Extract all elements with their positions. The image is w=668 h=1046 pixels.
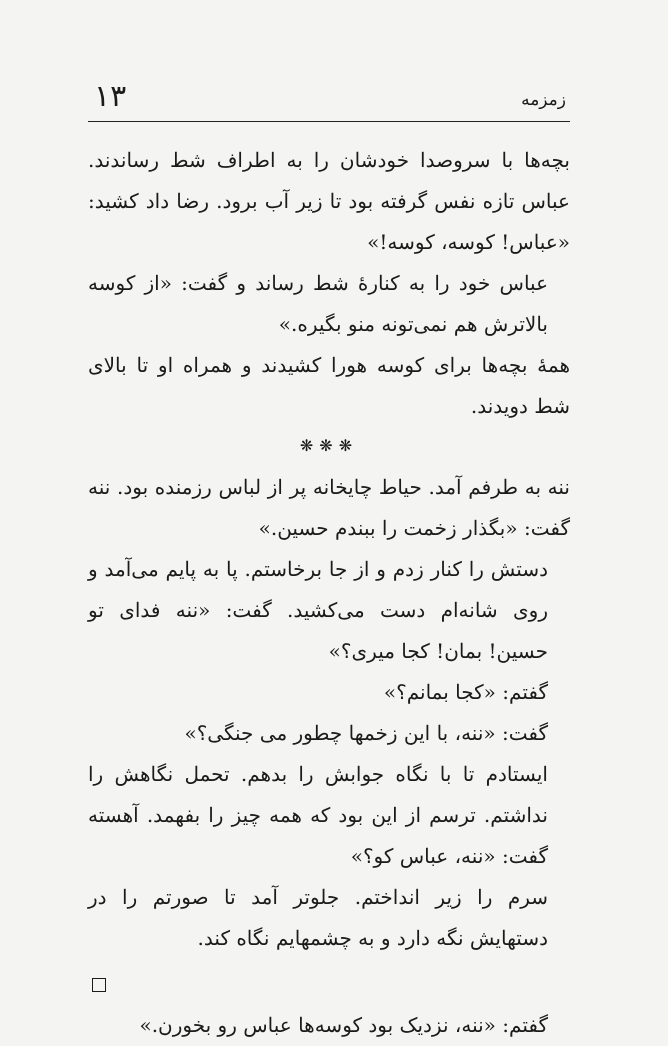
paragraph: گفتم: «ننه، نزدیک بود کوسه‌ها عباس رو بخورن.» [139,1013,548,1037]
section-divider: ❋❋❋ [299,436,359,455]
paragraph: ایستادم تا با نگاه جوابش را بدهم. تحمل نگاهش را نداشتم. ترسم از این بود که همه چیز را بفهمد. آهسته گفت: «ننه، عباس کو؟» [88,762,548,868]
running-title: زمزمه [521,90,566,110]
paragraph: دستش را کنار زدم و از جا برخاستم. پا به پایم می‌آمد و روی شانه‌ام دست می‌کشید. گفت: «ننه فدای تو حسین! بمان! کجا میری؟» [88,557,548,663]
paragraph: ننه به طرفم آمد. حیاط چایخانه پر از لباس رزمنده بود. ننه گفت: «بگذار زخمت را ببندم حسین.» [88,475,570,540]
paragraph: گفتم: «کجا بمانم؟» [383,680,548,704]
header-rule [88,121,570,122]
paragraph: سرم را زیر انداختم. جلوتر آمد تا صورتم را در دستهایش نگه دارد و به چشمهایم نگاه کند. [88,885,548,950]
paragraph: گفت: «ننه، با این زخمها چطور می جنگی؟» [184,721,548,745]
page-header [88,79,570,116]
page-number: ۱۳ [94,79,127,114]
paragraph: بچه‌ها با سروصدا خودشان را به اطراف شط رساندند. عباس تازه نفس گرفته بود تا زیر آب برود. رضا داد کشید: «عباس! کوسه، کوسه!» [88,148,570,254]
section-end-marker [88,963,570,1001]
paragraph: همهٔ بچه‌ها برای کوسه هورا کشیدند و همراه او تا بالای شط دویدند. [88,353,570,418]
square-icon [92,978,106,992]
paragraph: عباس خود را به کنارهٔ شط رساند و گفت: «از کوسه بالاترش هم نمی‌تونه منو بگیره.» [88,271,548,336]
page-body [88,140,570,1046]
